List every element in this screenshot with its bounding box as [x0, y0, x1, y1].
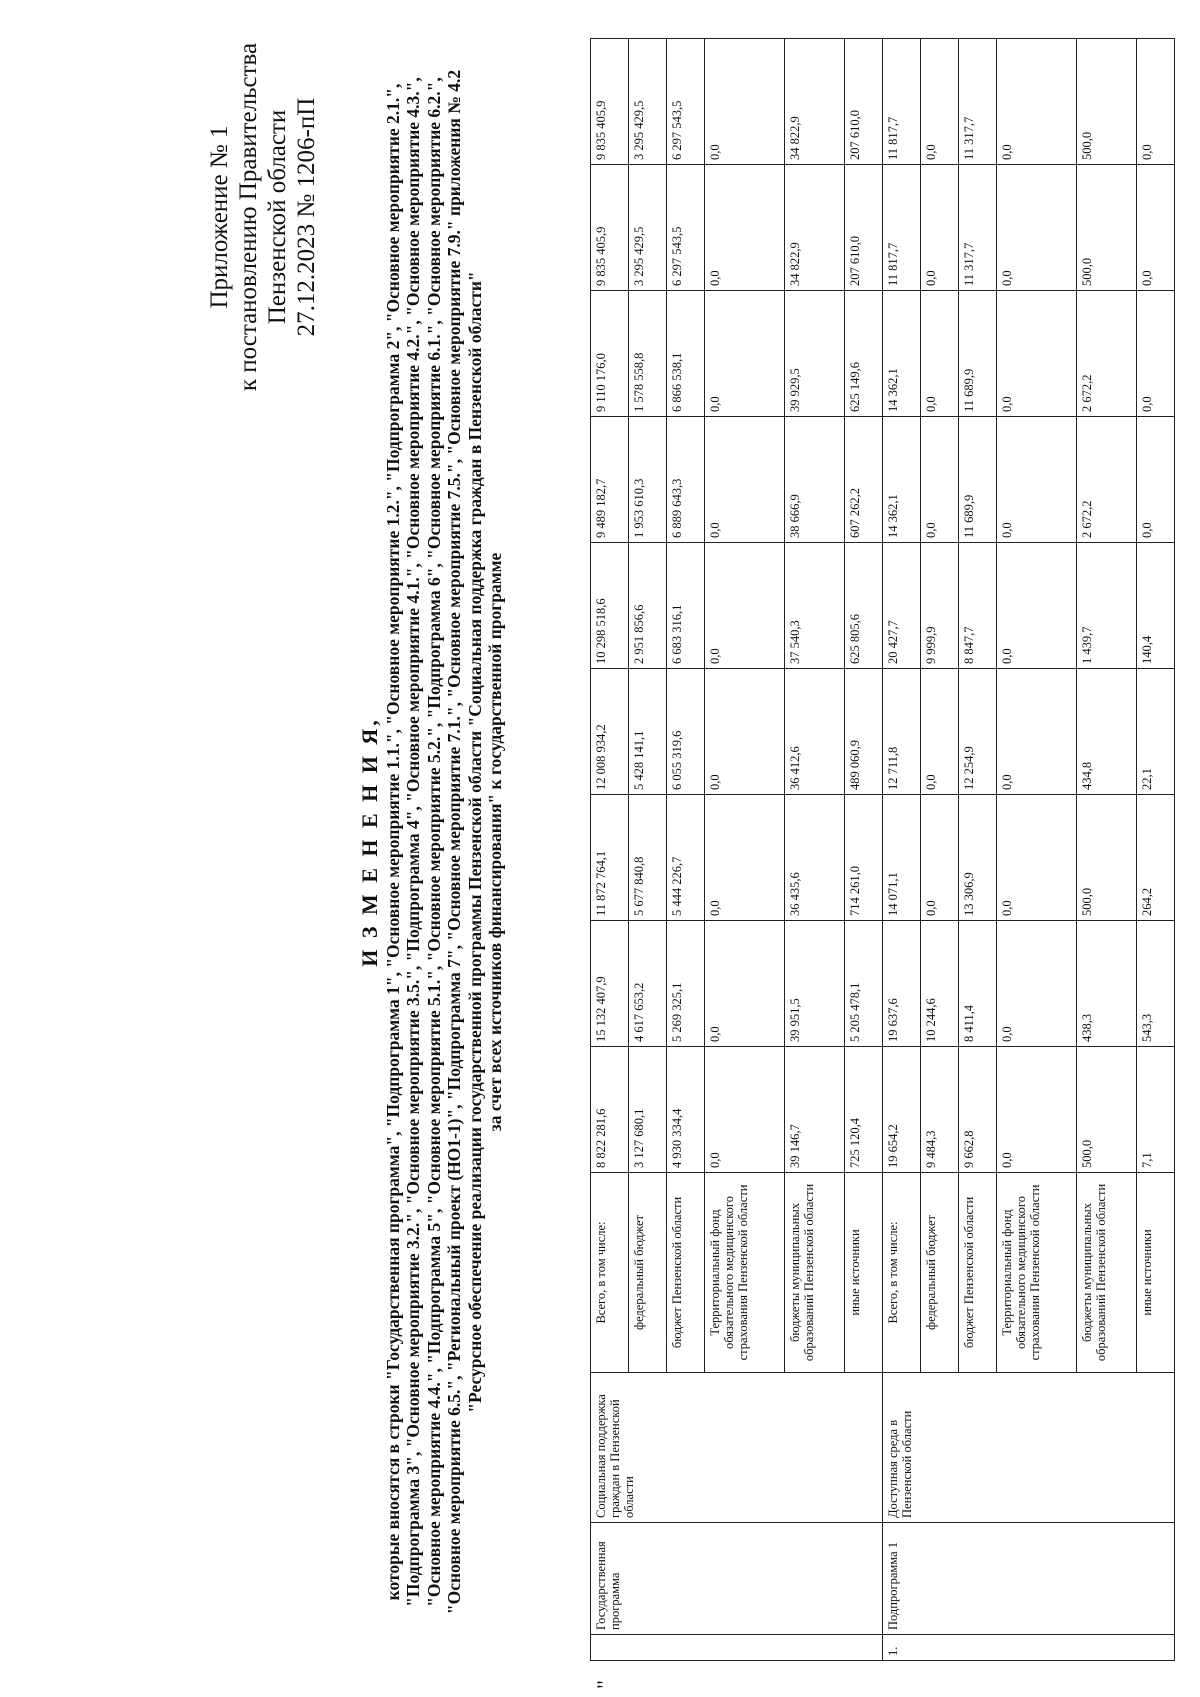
amount-cell: 0,0 — [997, 39, 1077, 165]
amount-cell: 500,0 — [1077, 795, 1137, 921]
amount-cell: 11 689,9 — [959, 417, 997, 543]
amount-cell: 5 677 840,8 — [629, 795, 667, 921]
amount-cell: 8 847,7 — [959, 543, 997, 669]
amount-cell: 9 835 405,9 — [591, 39, 629, 165]
appendix-line-2: к постановлению Правительства — [235, 42, 262, 392]
amount-cell: 11 817,7 — [883, 39, 921, 165]
amount-cell: 207 610,0 — [845, 165, 883, 291]
funding-source: Территориальный фонд обязательного медицинского страхования Пензенской области — [705, 1173, 785, 1373]
funding-source: иные источники — [1137, 1173, 1175, 1373]
funding-source: бюджет Пензенской области — [959, 1173, 997, 1373]
appendix-line-3: Пензенской области — [264, 109, 291, 325]
amount-cell: 0,0 — [997, 669, 1077, 795]
amount-cell: 39 146,7 — [785, 1047, 845, 1173]
row-type: Государственная программа — [591, 1523, 883, 1635]
amount-cell: 9 484,3 — [921, 1047, 959, 1173]
amount-cell: 39 929,5 — [785, 291, 845, 417]
amount-cell: 607 262,2 — [845, 417, 883, 543]
amount-cell: 0,0 — [921, 795, 959, 921]
amount-cell: 14 362,1 — [883, 291, 921, 417]
row-type: Подпрограмма 1 — [883, 1523, 1175, 1635]
amount-cell: 0,0 — [997, 417, 1077, 543]
heading-subtitle: за счет всех источников финансирования" к государственной программе — [485, 552, 505, 1132]
amount-cell: 0,0 — [997, 795, 1077, 921]
amount-cell: 12 254,9 — [959, 669, 997, 795]
amount-cell: 207 610,0 — [845, 39, 883, 165]
amount-cell: 0,0 — [1137, 39, 1175, 165]
amount-cell: 140,4 — [1137, 543, 1175, 669]
amount-cell: 1 578 558,8 — [629, 291, 667, 417]
amount-cell: 4 617 653,2 — [629, 921, 667, 1047]
amount-cell: 2 672,2 — [1077, 417, 1137, 543]
amount-cell: 36 435,6 — [785, 795, 845, 921]
amount-cell: 0,0 — [921, 669, 959, 795]
amount-cell: 6 297 543,5 — [667, 165, 705, 291]
amount-cell: 36 412,6 — [785, 669, 845, 795]
amount-cell: 14 362,1 — [883, 417, 921, 543]
amount-cell: 11 689,9 — [959, 291, 997, 417]
amount-cell: 0,0 — [705, 165, 785, 291]
amount-cell: 7,1 — [1137, 1047, 1175, 1173]
amount-cell: 438,3 — [1077, 921, 1137, 1047]
amount-cell: 13 306,9 — [959, 795, 997, 921]
funding-source: Территориальный фонд обязательного медицинского страхования Пензенской области — [997, 1173, 1077, 1373]
amount-cell: 6 297 543,5 — [667, 39, 705, 165]
heading-title: И З М Е Н Е Н И Я, — [357, 717, 382, 967]
funding-source: бюджет Пензенской области — [667, 1173, 705, 1373]
amount-cell: 625 805,6 — [845, 543, 883, 669]
amount-cell: 22,1 — [1137, 669, 1175, 795]
amount-cell: 10 298 518,6 — [591, 543, 629, 669]
table-row — [883, 39, 921, 1661]
resource-table — [590, 38, 1175, 1661]
amount-cell: 1 439,7 — [1077, 543, 1137, 669]
amount-cell: 500,0 — [1077, 39, 1137, 165]
amount-cell: 12 711,8 — [883, 669, 921, 795]
amount-cell: 0,0 — [1137, 291, 1175, 417]
amount-cell: 5 269 325,1 — [667, 921, 705, 1047]
amount-cell: 625 149,6 — [845, 291, 883, 417]
funding-source: федеральный бюджет — [629, 1173, 667, 1373]
amount-cell: 5 428 141,1 — [629, 669, 667, 795]
row-number — [591, 1635, 883, 1661]
amount-cell: 0,0 — [997, 165, 1077, 291]
amount-cell: 4 930 334,4 — [667, 1047, 705, 1173]
amount-cell: 9 110 176,0 — [591, 291, 629, 417]
amount-cell: 0,0 — [921, 165, 959, 291]
amount-cell: 9 999,9 — [921, 543, 959, 669]
amount-cell: 5 205 478,1 — [845, 921, 883, 1047]
amount-cell: 39 951,5 — [785, 921, 845, 1047]
amount-cell: 8 411,4 — [959, 921, 997, 1047]
amount-cell: 19 654,2 — [883, 1047, 921, 1173]
amount-cell: 6 055 319,6 — [667, 669, 705, 795]
amount-cell: 0,0 — [705, 291, 785, 417]
amount-cell: 6 683 316,1 — [667, 543, 705, 669]
amount-cell: 0,0 — [921, 417, 959, 543]
opening-quote-mark: " — [592, 1680, 617, 1689]
amount-cell: 0,0 — [705, 1047, 785, 1173]
amount-cell: 0,0 — [997, 921, 1077, 1047]
funding-source: Всего, в том числе: — [883, 1173, 921, 1373]
amount-cell: 11 317,7 — [959, 165, 997, 291]
table-body — [591, 39, 1175, 1661]
amount-cell: 8 822 281,6 — [591, 1047, 629, 1173]
amount-cell: 9 662,8 — [959, 1047, 997, 1173]
amount-cell: 11 817,7 — [883, 165, 921, 291]
amount-cell: 3 127 680,1 — [629, 1047, 667, 1173]
amount-cell: 10 244,6 — [921, 921, 959, 1047]
amount-cell: 34 822,9 — [785, 39, 845, 165]
amount-cell: 500,0 — [1077, 1047, 1137, 1173]
document-heading — [357, 47, 506, 1637]
amount-cell: 0,0 — [705, 669, 785, 795]
amount-cell: 434,8 — [1077, 669, 1137, 795]
amount-cell: 11 317,7 — [959, 39, 997, 165]
amount-cell: 725 120,4 — [845, 1047, 883, 1173]
amount-cell: 0,0 — [921, 291, 959, 417]
funding-source: бюджеты муниципальных образований Пензенской области — [785, 1173, 845, 1373]
funding-source: федеральный бюджет — [921, 1173, 959, 1373]
amount-cell: 15 132 407,9 — [591, 921, 629, 1047]
appendix-line-4: 27.12.2023 № 1206-пП — [293, 97, 320, 337]
amount-cell: 14 071,1 — [883, 795, 921, 921]
amount-cell: 0,0 — [997, 1047, 1077, 1173]
amount-cell: 12 008 934,2 — [591, 669, 629, 795]
amount-cell: 0,0 — [1137, 417, 1175, 543]
amount-cell: 500,0 — [1077, 165, 1137, 291]
amount-cell: 1 953 610,3 — [629, 417, 667, 543]
amount-cell: 0,0 — [705, 417, 785, 543]
amount-cell: 714 261,0 — [845, 795, 883, 921]
amount-cell: 2 951 856,6 — [629, 543, 667, 669]
amount-cell: 543,3 — [1137, 921, 1175, 1047]
amount-cell: 489 060,9 — [845, 669, 883, 795]
table-row — [591, 39, 629, 1661]
amount-cell: 6 889 643,3 — [667, 417, 705, 543]
appendix-line-1: Приложение № 1 — [206, 125, 233, 309]
amount-cell: 0,0 — [705, 39, 785, 165]
amount-cell: 0,0 — [997, 291, 1077, 417]
amount-cell: 9 835 405,9 — [591, 165, 629, 291]
amount-cell: 34 822,9 — [785, 165, 845, 291]
amount-cell: 19 637,6 — [883, 921, 921, 1047]
amount-cell: 264,2 — [1137, 795, 1175, 921]
amount-cell: 9 489 182,7 — [591, 417, 629, 543]
amount-cell: 5 444 226,7 — [667, 795, 705, 921]
amount-cell: 0,0 — [705, 543, 785, 669]
amount-cell: 0,0 — [705, 921, 785, 1047]
amount-cell: 11 872 764,1 — [591, 795, 629, 921]
resource-table-wrapper — [590, 39, 1175, 1661]
amount-cell: 38 666,9 — [785, 417, 845, 543]
appendix-block — [205, 37, 321, 397]
funding-source: иные источники — [845, 1173, 883, 1373]
amount-cell: 2 672,2 — [1077, 291, 1137, 417]
amount-cell: 0,0 — [921, 39, 959, 165]
amount-cell: 0,0 — [705, 795, 785, 921]
amount-cell: 0,0 — [997, 543, 1077, 669]
funding-source: Всего, в том числе: — [591, 1173, 629, 1373]
row-name: Доступная среда в Пензенской области — [883, 1373, 1175, 1523]
amount-cell: 0,0 — [1137, 165, 1175, 291]
funding-source: бюджеты муниципальных образований Пензенской области — [1077, 1173, 1137, 1373]
amount-cell: 3 295 429,5 — [629, 165, 667, 291]
amount-cell: 37 540,3 — [785, 543, 845, 669]
amount-cell: 6 866 538,1 — [667, 291, 705, 417]
amount-cell: 3 295 429,5 — [629, 39, 667, 165]
row-number: 1. — [883, 1635, 1175, 1661]
amount-cell: 20 427,7 — [883, 543, 921, 669]
heading-body: которые вносятся в строки "Государственная программа", "Подпрограмма 1", "Основное мероприятие 1.1.", "Основное мероприятие 1.2.", "Подпрограмма 2", "Основное мероприятие 2.1.", "Подпрограмма 3", "Основное мероприятие 3.2.", "Основное мероприятие 3.5.", "Подпрограмма 4", "Основное мероприятие 4.1.", "Основное мероприятие 4.2.", "Основное мероприятие 4.3.", "Основное мероприятие 4.4.", "Подпрограмма 5", "Основное мероприятие 5.1.", "Основное мероприятие 5.2.", "Подпрограмма 6", "Основное мероприятие 6.1.", "Основное мероприятие 6.2.", "Основное мероприятие 6.5.", "Региональный проект (НО1-1)", "Подпрограмма 7", "Основное мероприятие 7.1.", "Основное мероприятие 7.5.", "Основное мероприятие 7.9." приложения № 4.2 "Ресурсное обеспечение реализации государственной программы Пензенской области "Социальная поддержка граждан в Пензенской области" — [382, 69, 485, 1615]
row-name: Социальная поддержка граждан в Пензенской области — [591, 1373, 883, 1523]
